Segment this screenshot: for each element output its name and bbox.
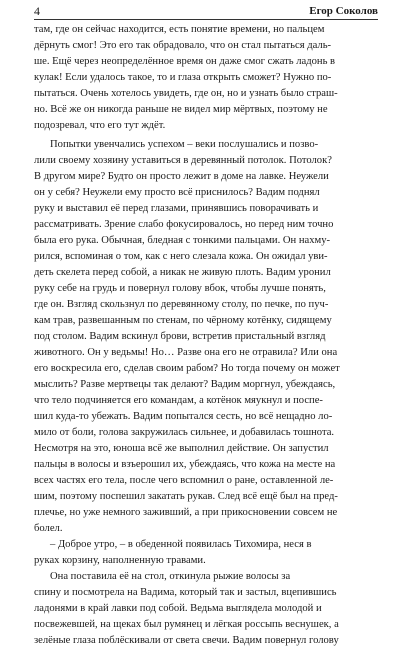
page-body-text: [34, 22, 376, 649]
text-line: ше. Ещё через неопределённое время он даже смог сжать ладонь в: [34, 56, 336, 67]
text-line: руках корзину, наполненную травами.: [34, 555, 206, 566]
text-line: шил куда-то убежать. Вадим попытался сесть, но всё нещадно ло-: [34, 411, 333, 422]
text-line: кулак! Если удалось такое, то и глаза открыть сможет? Нужно по-: [34, 72, 332, 83]
text-line: плечье, но уже немного заживший, а при прикосновении совсем не: [34, 507, 338, 518]
text-line: деть скелета перед собой, а никак не живую плоть. Вадим уронил: [34, 267, 331, 278]
text-line: что тело подчиняется его командам, а котёнок мяукнул и поспе-: [34, 395, 323, 406]
text-line: мило от боли, голова закружилась сильнее, и добавилась тошнота.: [34, 427, 335, 438]
text-line: руку и выставил её перед глазами, принявшись поворачивать и: [34, 203, 319, 214]
text-line: рился, вспоминая о том, как с него слезала кожа. Он ожидал уви-: [34, 251, 328, 262]
text-line: животного. Он у ведьмы! Но… Разве она его не отравила? Или она: [34, 347, 338, 358]
text-line: посвежевшей, на щеках был румянец и лёгкая россыпь веснушек, а: [34, 619, 339, 630]
text-line: зелёные глаза поблёскивали от света свечи. Вадим повернул голову: [34, 635, 339, 646]
text-line: мыслить? Разве мертвецы так делают? Вадим моргнул, убеждаясь,: [34, 379, 336, 390]
text-line: его воскресила его, сделав своим рабом? Но тогда почему он может: [34, 363, 340, 374]
text-line: Несмотря на это, юноша всё же выполнил действие. Он запустил: [34, 443, 329, 454]
running-head-author: Егор Соколов: [309, 5, 378, 17]
text-line: пальцы в волосы и взъерошил их, убеждаясь, что кожа на месте на: [34, 459, 336, 470]
text-line: дёрнуть смог! Это его так обрадовало, что он стал пытаться даль-: [34, 40, 332, 51]
text-line: всех частях его тела, после чего вспомнил о ране, оставленной ле-: [34, 475, 334, 486]
text-line: под столом. Вадим вскинул брови, встретив пристальный взгляд: [34, 331, 326, 342]
text-line: но. Всё же он никогда раньше не видел мир мёртвых, поэтому не: [34, 104, 328, 115]
header-rule: [34, 19, 378, 20]
text-line: была его рука. Обычная, бледная с тонкими пальцами. Он нахму-: [34, 235, 331, 246]
text-line: руку себе на грудь и повернул голову вбок, чтобы лучше понять,: [34, 283, 326, 294]
text-line: Она поставила её на стол, откинула рыжие волосы за: [50, 571, 291, 582]
page-number: 4: [34, 4, 40, 18]
text-line: В другом мире? Будто он просто лежит в доме на лавке. Неужели: [34, 171, 329, 182]
text-line: где он. Взгляд скользнул по деревянному столу, по печке, по пуч-: [34, 299, 329, 310]
text-line: Попытки увенчались успехом – веки послушались и позво-: [50, 139, 319, 150]
text-line: лили своему хозяину уставиться в деревянный потолок. Потолок?: [34, 155, 332, 166]
text-line: он у себя? Неужели ему просто всё приснилось? Вадим поднял: [34, 187, 320, 198]
text-line: кам трав, развешанным по стенам, по чёрному котёнку, сидящему: [34, 315, 332, 326]
text-line: – Доброе утро, – в обеденной появилась Тихомира, неся в: [50, 539, 312, 550]
text-line: пытаться. Очень хотелось увидеть, где он, но и узнать было страш-: [34, 88, 338, 99]
text-line: рассматривать. Зрение слабо фокусировалось, но перед ним точно: [34, 219, 334, 230]
text-line: ладонями в край лавки под собой. Ведьма выглядела молодой и: [34, 603, 322, 614]
text-line: там, где он сейчас находится, есть понятие времени, но пальцем: [34, 24, 325, 35]
text-line: шим, поэтому поспешил закатать рукав. След всё ещё был на пред-: [34, 491, 338, 502]
text-line: спину и посмотрела на Вадима, который так и застыл, вцепившись: [34, 587, 337, 598]
text-line: подозревал, что его тут ждёт.: [34, 120, 166, 131]
page-header: [34, 4, 378, 19]
text-line: болел.: [34, 523, 63, 534]
